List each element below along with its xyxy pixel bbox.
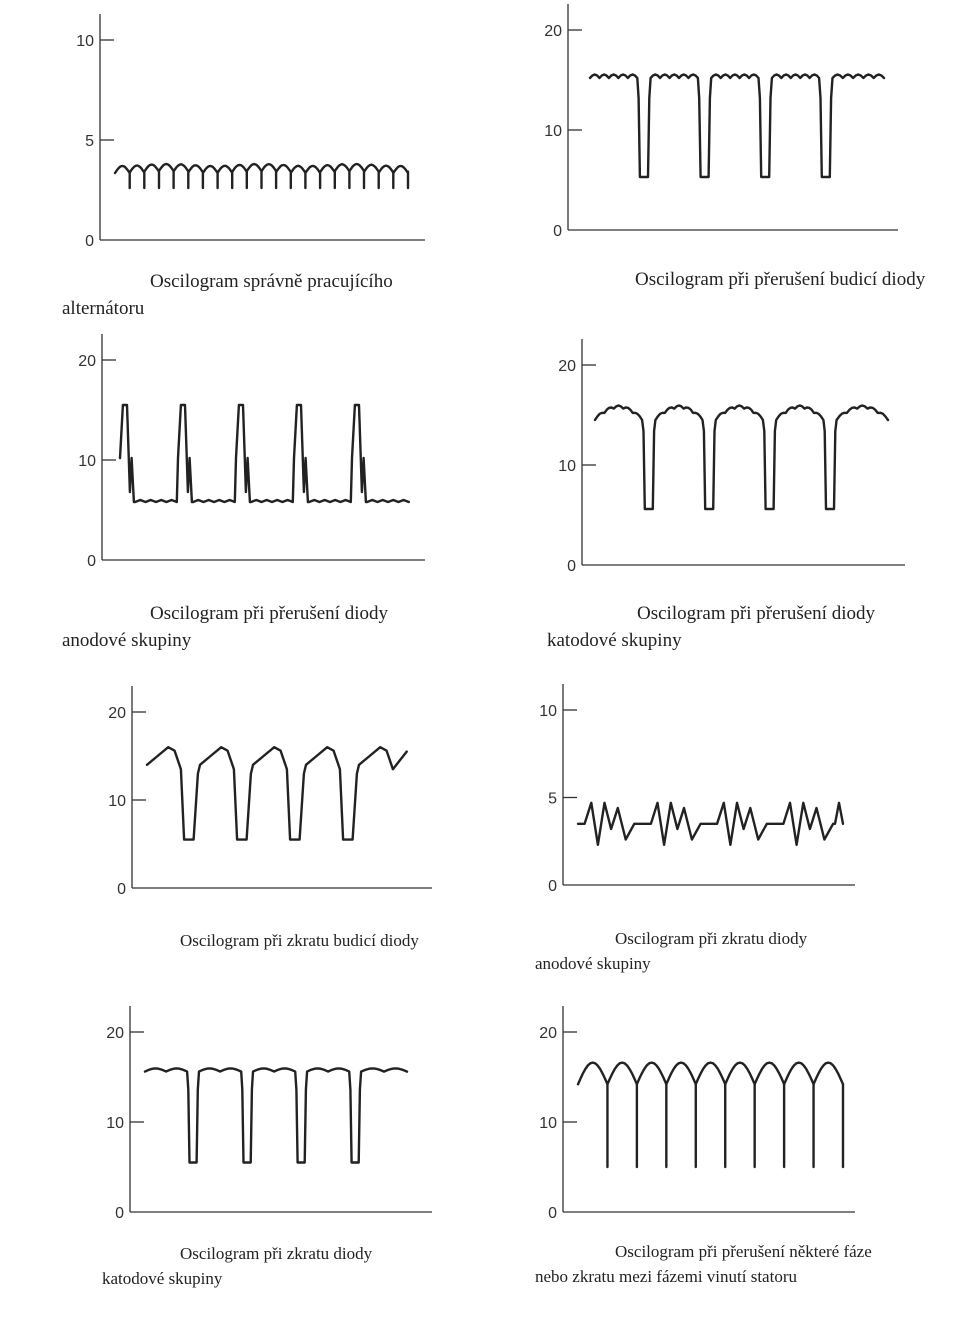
y-tick-label: 20 <box>558 358 576 375</box>
caption-p7-line2: katodové skupiny <box>102 1269 223 1288</box>
y-tick-label: 20 <box>539 1025 557 1042</box>
caption-p4-line1: Oscilogram při přerušení diody <box>637 603 875 624</box>
chart-p1 <box>0 0 480 260</box>
caption-p3 <box>62 600 388 654</box>
waveform-trace <box>595 406 888 510</box>
caption-p1-line2: alternátoru <box>62 298 145 319</box>
caption-p2 <box>635 266 925 293</box>
caption-p5 <box>180 927 419 954</box>
waveform-trace <box>115 164 408 188</box>
chart-p8 <box>480 1000 960 1230</box>
y-tick-label: 10 <box>76 33 94 50</box>
oscillogram-panel-6 <box>480 670 960 1000</box>
caption-p8 <box>535 1239 877 1289</box>
caption-p6 <box>535 926 808 976</box>
y-tick-label: 0 <box>548 878 557 895</box>
waveform-trace <box>147 747 407 839</box>
y-tick-label: 0 <box>553 223 562 240</box>
caption-p7 <box>102 1241 373 1291</box>
y-tick-label: 0 <box>85 233 94 250</box>
y-tick-label: 10 <box>544 123 562 140</box>
y-tick-label: 10 <box>106 1115 124 1132</box>
oscillogram-panel-2 <box>480 0 960 330</box>
chart-p7 <box>0 1000 480 1230</box>
waveform-trace <box>145 1068 407 1162</box>
caption-p3-line2: anodové skupiny <box>62 630 192 651</box>
y-tick-label: 0 <box>548 1205 557 1222</box>
caption-p2-line1: Oscilogram při přerušení budicí diody <box>635 269 926 290</box>
y-tick-label: 0 <box>115 1205 124 1222</box>
waveform-trace <box>120 405 409 502</box>
y-tick-label: 10 <box>108 793 126 810</box>
caption-p7-line1: Oscilogram při zkratu diody <box>180 1244 373 1263</box>
y-tick-label: 0 <box>117 881 126 898</box>
oscillogram-panel-7 <box>0 1000 480 1332</box>
chart-p5 <box>0 670 480 920</box>
caption-p4-line2: katodové skupiny <box>547 630 682 651</box>
oscillogram-panel-4 <box>480 330 960 670</box>
y-tick-label: 0 <box>87 553 96 570</box>
caption-p8-line1: Oscilogram při přerušení některé fáze <box>615 1242 872 1261</box>
y-tick-label: 20 <box>78 353 96 370</box>
y-tick-label: 5 <box>548 790 557 808</box>
caption-p8-line2: nebo zkratu mezi fázemi vinutí statoru <box>535 1267 797 1286</box>
caption-p1-line1: Oscilogram správně pracujícího <box>150 271 393 292</box>
y-tick-label: 5 <box>85 133 94 150</box>
oscillogram-panel-1 <box>0 0 480 330</box>
waveform-trace <box>578 803 843 845</box>
caption-p6-line1: Oscilogram při zkratu diody <box>615 929 808 948</box>
caption-p3-line1: Oscilogram při přerušení diody <box>150 603 388 624</box>
y-tick-label: 20 <box>106 1025 124 1042</box>
oscillogram-panel-8 <box>480 1000 960 1332</box>
chart-p4 <box>480 330 960 590</box>
y-tick-label: 10 <box>78 453 96 470</box>
y-tick-label: 10 <box>539 703 557 720</box>
caption-p1 <box>62 268 393 322</box>
oscillogram-panel-3 <box>0 330 480 670</box>
y-tick-label: 0 <box>567 558 576 575</box>
y-tick-label: 20 <box>544 23 562 40</box>
caption-p6-line2: anodové skupiny <box>535 954 651 973</box>
chart-p6 <box>480 670 960 920</box>
caption-p4 <box>547 600 875 654</box>
caption-p5-line1: Oscilogram při zkratu budicí diody <box>180 931 419 950</box>
chart-p2 <box>480 0 960 260</box>
y-tick-label: 10 <box>539 1115 557 1132</box>
chart-p3 <box>0 330 480 590</box>
oscillogram-panel-5 <box>0 670 480 1000</box>
waveform-trace <box>590 75 884 178</box>
y-tick-label: 10 <box>558 458 576 475</box>
y-tick-label: 20 <box>108 705 126 722</box>
waveform-trace <box>578 1063 843 1085</box>
